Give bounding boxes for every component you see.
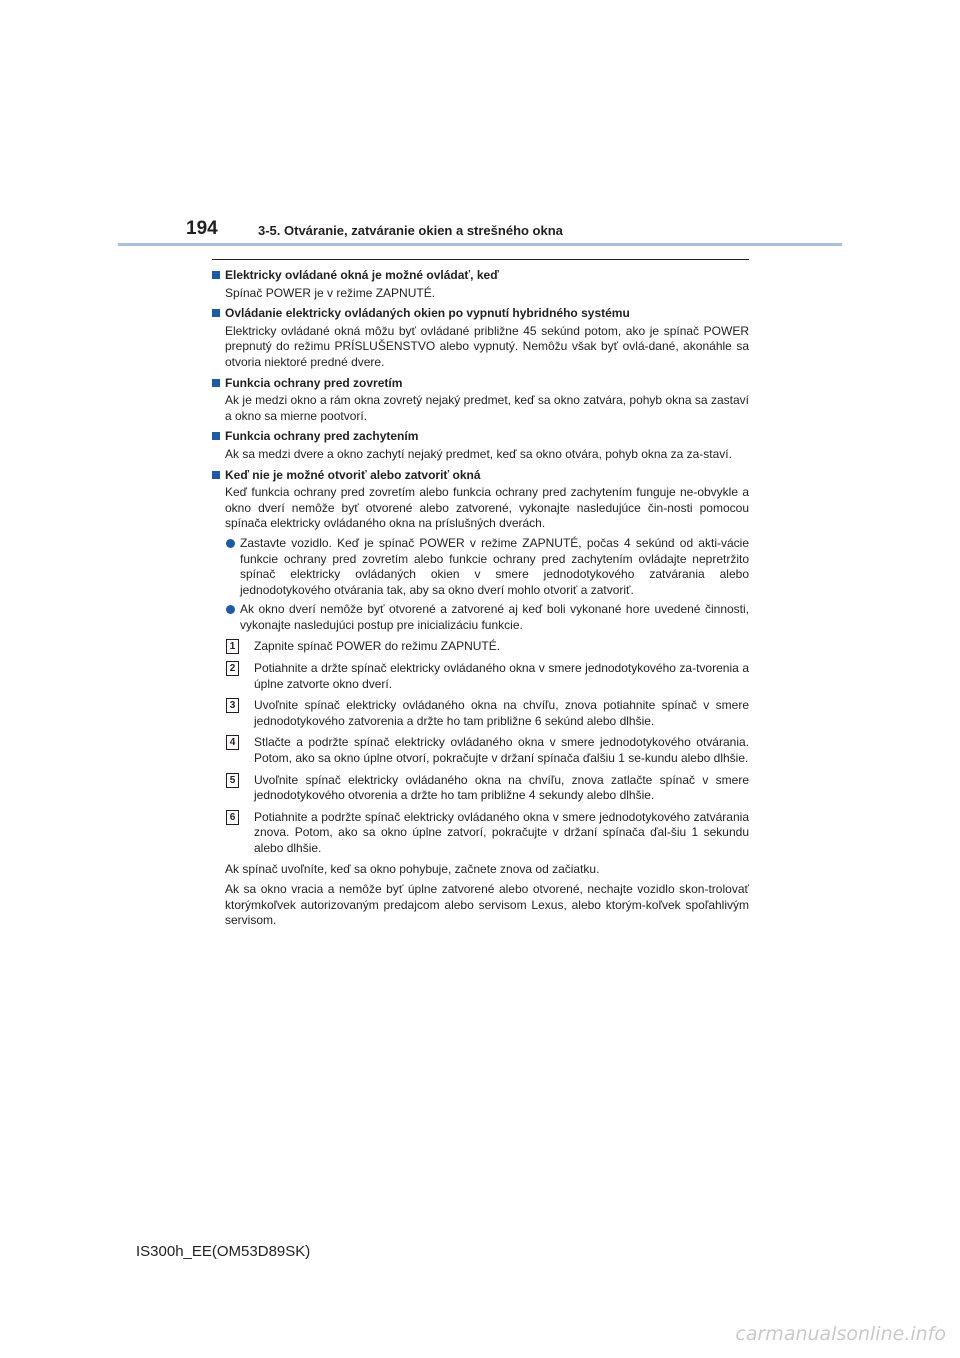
content-body — [212, 268, 749, 929]
step-number: 6 — [226, 810, 239, 825]
step-number: 1 — [226, 639, 239, 654]
content-divider — [212, 259, 749, 260]
closing-text: Ak spínač uvoľníte, keď sa okno pohybuje, začnete znova od začiatku. — [225, 861, 600, 876]
closing-text: Ak sa okno vracia a nemôže byť úplne zatvorené alebo otvorené, nechajte vozidlo skon-trolovať ktorýmkoľvek autorizovaným predajcom alebo servisom Lexus, alebo ktorým-koľvek spoľahlivým servisom. — [225, 882, 749, 928]
model-code: IS300h_EE(OM53D89SK) — [136, 1243, 311, 1260]
bullet-item: Ak okno dverí nemôže byť otvorené a zatvorené aj keď boli vykonané hore uvedené činnosti, vykonajte nasledujúci postup pre inicializáciu funkcie. — [212, 602, 749, 633]
square-bullet-icon — [212, 309, 220, 317]
step-number: 5 — [226, 773, 239, 788]
step-item: 3 Uvoľnite spínač elektricky ovládaného okna na chvíľu, znova potiahnite spínač v smere jednodotykového zatvorenia a držte ho tam približne 6 sekúnd alebo dlhšie. — [212, 698, 749, 729]
section-heading: Elektricky ovládané okná je možné ovládať, keď — [212, 268, 749, 284]
square-bullet-icon — [212, 379, 220, 387]
circle-bullet-icon — [226, 605, 235, 614]
section-text: Elektricky ovládané okná môžu byť ovládané približne 45 sekúnd potom, ako je spínač POWER prepnutý do režimu PRÍSLUŠENSTVO alebo vypnutý. Nemôžu však byť ovlá-dané, akonáhle sa otvoria niektoré predné dvere. — [225, 323, 749, 369]
header-divider — [118, 243, 842, 246]
section-heading: Keď nie je možné otvoriť alebo zatvoriť okná — [212, 468, 749, 484]
square-bullet-icon — [212, 271, 220, 279]
step-number: 4 — [226, 735, 239, 750]
section-text: Spínač POWER je v režime ZAPNUTÉ. — [225, 285, 436, 300]
step-item: 4 Stlačte a podržte spínač elektricky ovládaného okna v smere jednodotykového otvárania. Potom, ako sa okno úplne otvorí, pokračujte v držaní spínača ďalšiu 1 se-kundu alebo dlhšie. — [212, 735, 749, 766]
circle-bullet-icon — [226, 539, 235, 548]
section-text: Ak sa medzi dvere a okno zachytí nejaký predmet, keď sa okno otvára, pohyb okna za za-staví. — [225, 446, 732, 461]
watermark: carmanualsonline.info — [735, 1323, 946, 1345]
step-number: 2 — [226, 661, 239, 676]
page-header — [0, 0, 960, 250]
section-heading: Ovládanie elektricky ovládaných okien po vypnutí hybridného systému — [212, 306, 749, 322]
bullet-item: Zastavte vozidlo. Keď je spínač POWER v režime ZAPNUTÉ, počas 4 sekúnd od akti-vácie funkcie ochrany pred zovretím alebo funkcie ochrany pred zachytením ovládajte nepretržito spínač elektricky ovládaných okien v smere jednodotykového zatvárania alebo jednodotykového otvárania tak, aby sa okno dverí mohlo otvoriť a zatvoriť. — [212, 536, 749, 598]
step-number: 3 — [226, 698, 239, 713]
square-bullet-icon — [212, 432, 220, 440]
section-heading: Funkcia ochrany pred zovretím — [212, 376, 749, 392]
page-number: 194 — [186, 218, 218, 239]
step-item: 5 Uvoľnite spínač elektricky ovládaného okna na chvíľu, znova zatlačte spínač v smere jednodotykového otvorenia a držte ho tam približne 4 sekundy alebo dlhšie. — [212, 773, 749, 804]
section-title: 3-5. Otváranie, zatváranie okien a strešného okna — [258, 223, 563, 238]
section-heading: Funkcia ochrany pred zachytením — [212, 429, 749, 445]
section-text: Ak je medzi okno a rám okna zovretý nejaký predmet, keď sa okno zatvára, pohyb okna sa zastaví a okno sa mierne pootvorí. — [225, 393, 749, 423]
square-bullet-icon — [212, 471, 220, 479]
step-item: 2 Potiahnite a držte spínač elektricky ovládaného okna v smere jednodotykového za-tvorenia a úplne zatvorte okno dverí. — [212, 661, 749, 692]
section-text: Keď funkcia ochrany pred zovretím alebo funkcia ochrany pred zachytením funguje ne-obvykle a okno dverí nemôže byť otvorené alebo zatvorené, vykonajte nasledujúce čin-nosti pomocou spínača elektricky ovládaného okna na príslušných dverách. — [225, 485, 749, 531]
step-item: 6 Potiahnite a podržte spínač elektricky ovládaného okna v smere jednodotykového zatvárania znova. Potom, ako sa okno úplne zatvorí, pokračujte v držaní spínača ďal-šiu 1 sekundu alebo dlhšie. — [212, 810, 749, 857]
step-item: 1 Zapnite spínač POWER do režimu ZAPNUTÉ. — [212, 639, 749, 655]
